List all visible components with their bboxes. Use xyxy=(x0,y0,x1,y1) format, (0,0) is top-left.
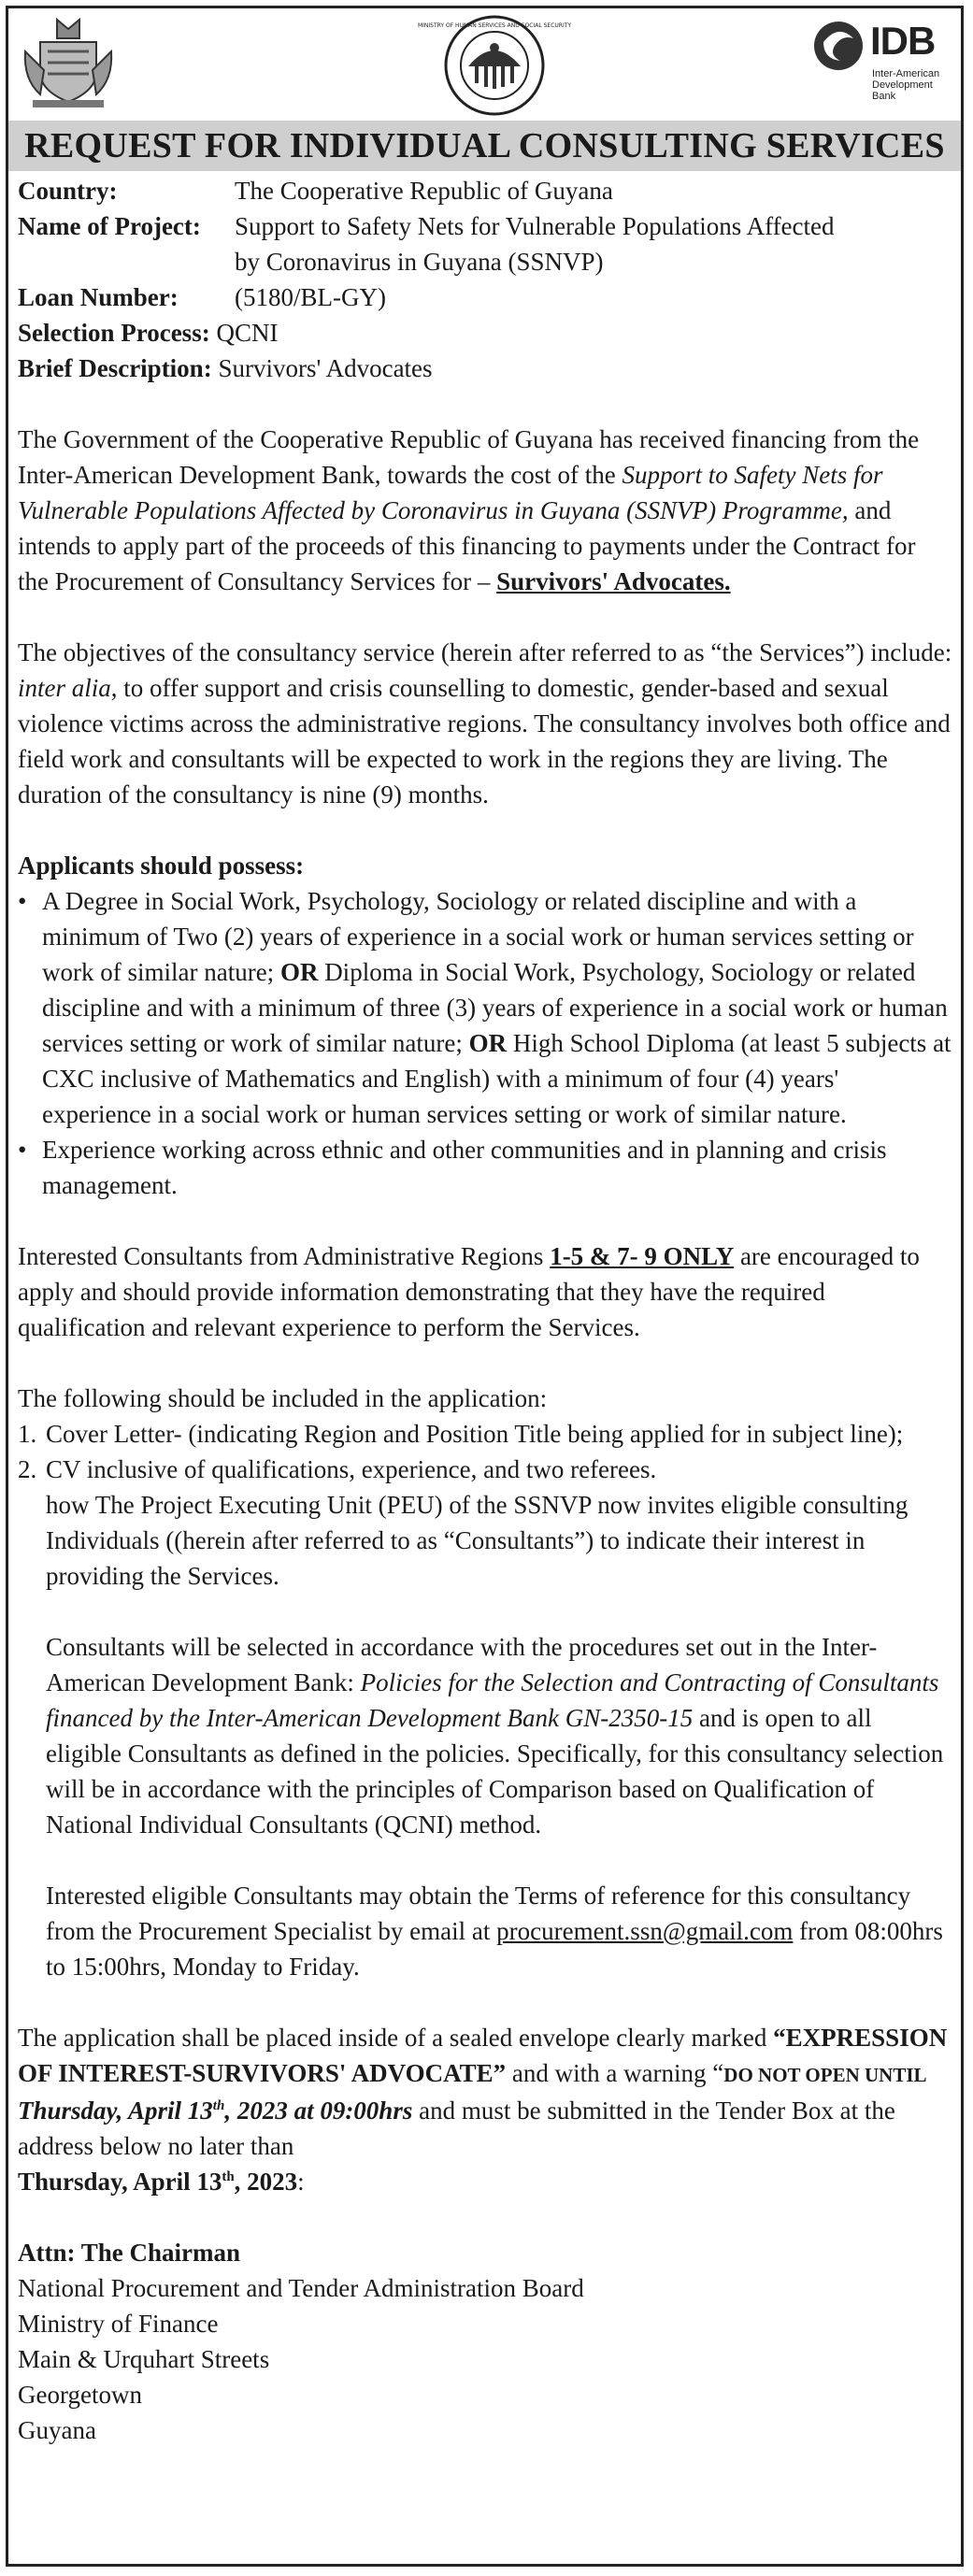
intro-paragraph: The Government of the Cooperative Republic of Guyana has received financing from the Inter-American Development Bank, towards the cost of the Support to Safety Nets for Vulnerable Populations Affected by Coronavirus in Guyana (SSNVP) Programme, and intends to apply part of the proceeds of this financing to payments under the Contract for the Procurement of Consultancy Services for – Survivors' Advocates. xyxy=(18,425,920,595)
idb-logo xyxy=(810,19,955,102)
project-row xyxy=(18,208,952,279)
deadline: Thursday, April 13th, 2023 xyxy=(18,2168,298,2196)
address-line: Georgetown xyxy=(18,2381,142,2409)
selection-row xyxy=(18,315,952,351)
peu-invitation: how The Project Executing Unit (PEU) of the SSNVP now invites eligible consulting Individuals ((herein after referred to as “Consultants”) to indicate their interest in providing the Services. xyxy=(46,1491,909,1590)
ad-body xyxy=(18,173,952,2448)
advertisement xyxy=(6,6,964,2567)
bullet-icon: • xyxy=(18,887,27,915)
list-item xyxy=(18,1132,952,1203)
objectives-paragraph: The objectives of the consultancy service (herein after referred to as “the Services”) include: inter alia, to offer support and crisis counselling to domestic, gender-based and sexual violence victims across the administrative regions. The consultancy involves both office and field work and consultants will be expected to work in the regions they are living. The duration of the consultancy is nine (9) months. xyxy=(18,638,952,809)
bullet-text-degree: A Degree in Social Work, Psychology, Sociology or related discipline and with a minimum of Two (2) years of experience in a social work or human services setting or work of similar nature; OR Diploma in Social Work, Psychology, Sociology or related discipline and with a minimum of three (3) years of experience in a social work or human services setting or work of similar nature; OR High School Diploma (at least 5 subjects at CXC inclusive of Mathematics and English) with a minimum of four (4) years' experience in a social work or human services setting or work of similar nature. xyxy=(42,887,952,1128)
address-line: Main & Urquhart Streets xyxy=(18,2345,270,2373)
header xyxy=(8,8,961,121)
idb-logo-text: IDB xyxy=(870,19,936,63)
attn-line: Attn: The Chairman xyxy=(18,2239,241,2267)
bullet-text-experience: Experience working across ethnic and other communities and in planning and crisis management. xyxy=(42,1136,887,1199)
country-row xyxy=(18,173,952,208)
address-line: Ministry of Finance xyxy=(18,2310,219,2338)
idb-logo-subtitle: Inter-American Development Bank xyxy=(872,68,940,102)
project-label: Name of Project: xyxy=(18,212,201,240)
brief-row xyxy=(18,351,952,386)
loan-value: (5180/BL-GY) xyxy=(235,283,386,311)
seal-text: MINISTRY OF HUMAN SERVICES AND SOCIAL SECURITY xyxy=(417,22,572,29)
address-line: Guyana xyxy=(18,2416,96,2444)
item-cover-letter: Cover Letter- (indicating Region and Position Title being applied for in subject line); xyxy=(46,1420,904,1448)
item-cv: CV inclusive of qualifications, experience, and two referees. xyxy=(46,1455,657,1483)
application-intro: The following should be included in the application: xyxy=(18,1384,548,1412)
loan-label: Loan Number: xyxy=(18,283,179,311)
bullet-icon: • xyxy=(18,1136,27,1164)
submission-paragraph: The application shall be placed inside of a sealed envelope clearly marked “EXPRESSION OF INTEREST-SURVIVORS' ADVOCATE” and with a warning “DO NOT OPEN UNTIL Thursday, April 13th, 2023 at 09:00hrs and must be submitted in the Tender Box at the address below no later than Thursday, April 13th, 2023: xyxy=(18,2024,948,2196)
list-item: 1. Cover Letter- (indicating Region and Position Title being applied for in subject line); xyxy=(18,1416,952,1452)
email-link[interactable]: procurement.ssn@gmail.com xyxy=(496,1917,794,1945)
project-value-line2: by Coronavirus in Guyana (SSNVP) xyxy=(235,248,604,276)
selection-value: QCNI xyxy=(216,319,279,347)
list-item: 2. CV inclusive of qualifications, experience, and two referees. xyxy=(18,1452,952,1487)
selection-paragraph: Consultants will be selected in accordance with the procedures set out in the Inter-American Development Bank: Policies for the Selection and Contracting of Consultants financed by the Inter-American Development Bank GN-2350-15 and is open to all eligible Consultants as defined in the policies. Specifically, for this consultancy selection will be in accordance with the principles of Comparison based on Qualification of National Individual Consultants (QCNI) method. xyxy=(46,1633,944,1839)
coat-of-arms-logo xyxy=(20,14,117,111)
list-item xyxy=(18,883,952,1132)
applicants-heading: Applicants should possess: xyxy=(18,852,305,880)
selection-label: Selection Process: xyxy=(18,319,210,347)
country-value: The Cooperative Republic of Guyana xyxy=(235,177,613,205)
ministry-seal-logo xyxy=(417,14,572,117)
brief-value: Survivors' Advocates xyxy=(218,354,433,382)
country-label: Country: xyxy=(18,177,118,205)
address-line: National Procurement and Tender Administration Board xyxy=(18,2274,584,2302)
loan-row xyxy=(18,279,952,315)
tor-paragraph: Interested eligible Consultants may obtain the Terms of reference for this consultancy from the Procurement Specialist by email at procurement.ssn@gmail.com from 08:00hrs to 15:00hrs, Monday to Friday. xyxy=(46,1882,943,1981)
idb-emblem-icon xyxy=(810,20,866,72)
page-title: REQUEST FOR INDIVIDUAL CONSULTING SERVICES xyxy=(8,121,961,171)
project-value-line1: Support to Safety Nets for Vulnerable Populations Affected xyxy=(235,212,835,240)
regions-paragraph: Interested Consultants from Administrative Regions 1-5 & 7- 9 ONLY are encouraged to apply and should provide information demonstrating that they have the required qualification and relevant experience to perform the Services. xyxy=(18,1242,920,1341)
brief-label: Brief Description: xyxy=(18,354,212,382)
